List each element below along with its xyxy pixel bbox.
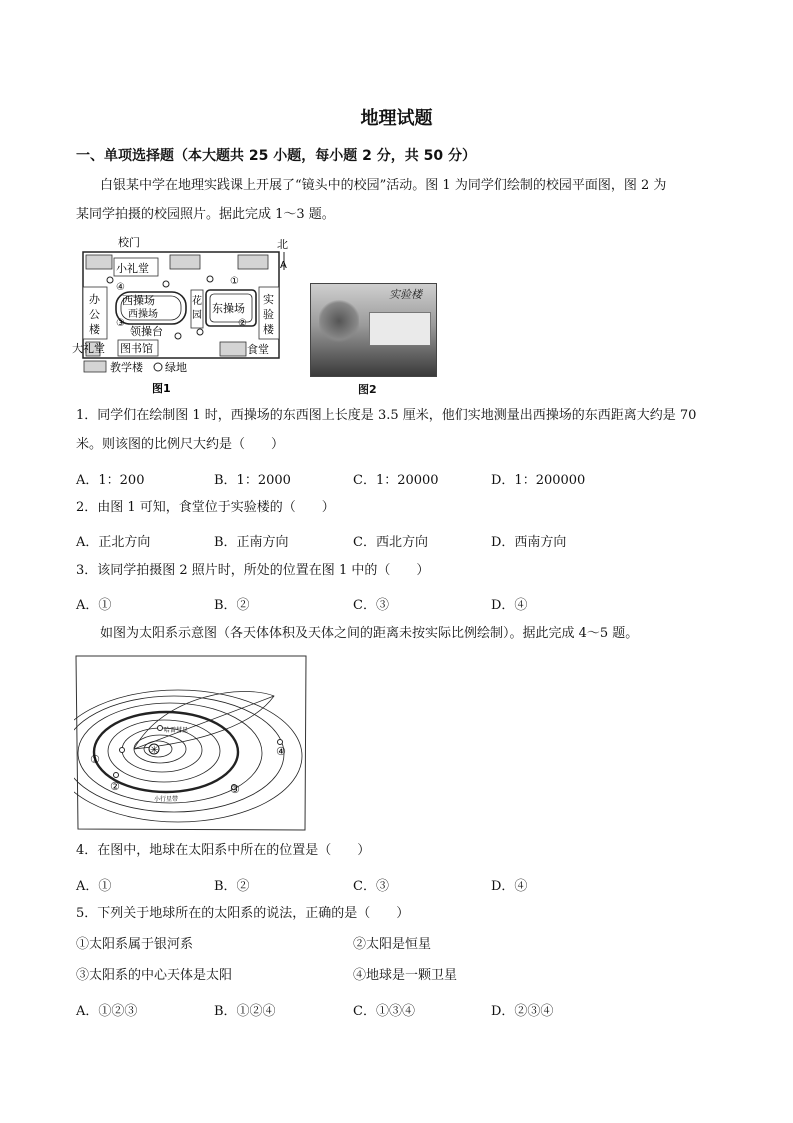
marker-4: ④ — [116, 282, 125, 293]
label-west-field-inner: 西操场 — [128, 309, 158, 320]
label-canteen: 食堂 — [247, 343, 269, 356]
label-stage: 领操台 — [130, 325, 163, 338]
q5-option-a: A．①②③ — [76, 1004, 138, 1019]
marker-2: ② — [238, 318, 247, 329]
label-office-3: 楼 — [89, 323, 100, 336]
figure1-caption: 图1 — [152, 382, 171, 395]
q4-option-b: B．② — [214, 879, 250, 894]
solar-marker-2: ② — [110, 780, 120, 793]
label-bed: 园 — [192, 310, 202, 321]
label-office-1: 办 — [89, 293, 100, 306]
q2-option-c: C．西北方向 — [353, 535, 428, 550]
campus-map-figure — [70, 232, 295, 397]
q5-option-d: D．②③④ — [491, 1004, 554, 1019]
q5-statement-4: ④地球是一颗卫星 — [353, 968, 458, 983]
q4-option-a: A．① — [76, 879, 112, 894]
q5-option-c: C．①③④ — [353, 1004, 415, 1019]
label-office-2: 公 — [89, 308, 100, 321]
q3-option-b: B．② — [214, 598, 250, 613]
q1-option-d: D．1：200000 — [491, 473, 586, 488]
question-1-line: 1．同学们在绘制图 1 时，西操场的东西图上长度是 3.5 厘米，他们实地测量出西操场的东西距离大约是 70 — [76, 408, 697, 423]
question-4: 4．在图中，地球在太阳系中所在的位置是（ ） — [76, 843, 371, 858]
label-gate: 校门 — [118, 236, 140, 249]
label-lab-1: 实 — [263, 293, 274, 306]
q3-option-d: D．④ — [491, 598, 528, 613]
q5-statement-2: ②太阳是恒星 — [353, 937, 432, 952]
question-2: 2．由图 1 可知，食堂位于实验楼的（ ） — [76, 500, 335, 515]
q3-option-a: A．① — [76, 598, 112, 613]
label-east-field: 东操场 — [212, 302, 245, 315]
label-flower: 花 — [192, 296, 202, 307]
q2-option-a: A．正北方向 — [76, 535, 151, 550]
q5-statement-3: ③太阳系的中心天体是太阳 — [76, 968, 233, 983]
label-library: 图书馆 — [120, 342, 153, 355]
label-small-hall: 小礼堂 — [116, 262, 149, 275]
q5-statement-1: ①太阳系属于银河系 — [76, 937, 194, 952]
section-heading: 一、单项选择题（本大题共 25 小题，每小题 2 分，共 50 分） — [76, 148, 476, 164]
photo-text: 实验楼 — [389, 288, 422, 301]
sun-symbol: ✳ — [150, 745, 159, 756]
q2-option-b: B．正南方向 — [214, 535, 289, 550]
q4-option-d: D．④ — [491, 879, 528, 894]
intro-paragraph-2: 如图为太阳系示意图（各天体体积及天体之间的距离未按实际比例绘制）。据此完成 4～5 题。 — [100, 626, 639, 641]
photo-tree — [319, 298, 359, 344]
intro-paragraph-line: 某同学拍摄的校园照片。据此完成 1～3 题。 — [76, 207, 335, 222]
q4-option-c: C．③ — [353, 879, 389, 894]
solar-marker-4: ④ — [276, 745, 286, 758]
label-north: 北 — [277, 238, 288, 251]
north-arrow-icon: A — [280, 260, 287, 271]
label-lab-2: 验 — [263, 308, 274, 321]
q3-option-c: C．③ — [353, 598, 389, 613]
marker-1: ① — [230, 276, 239, 287]
figure2-caption: 图2 — [358, 383, 377, 396]
question-3: 3．该同学拍摄图 2 照片时，所处的位置在图 1 中的（ ） — [76, 563, 430, 578]
intro-paragraph-line: 白银某中学在地理实践课上开展了“镜头中的校园”活动。图 1 为同学们绘制的校园平面图，图 2 为 — [100, 178, 667, 193]
legend-building: 教学楼 — [110, 361, 143, 374]
label-west-field: 西操场 — [122, 294, 155, 307]
photo-building — [369, 312, 431, 346]
comet-label: 哈雷彗星 — [164, 727, 189, 734]
solar-marker-1: ① — [90, 753, 100, 766]
asteroid-belt-label: 小行星带 — [154, 796, 179, 803]
question-5: 5．下列关于地球所在的太阳系的说法，正确的是（ ） — [76, 906, 410, 921]
q1-option-b: B．1：2000 — [214, 473, 291, 488]
q5-option-b: B．①②④ — [214, 1004, 276, 1019]
question-1-line: 米。则该图的比例尺大约是（ ） — [76, 437, 285, 452]
q2-option-d: D．西南方向 — [491, 535, 567, 550]
solar-system-figure — [74, 654, 309, 832]
solar-marker-3: ③ — [230, 783, 240, 796]
page-title: 地理试题 — [360, 108, 433, 129]
label-big-hall: 大礼堂 — [72, 342, 105, 355]
label-lab-3: 楼 — [263, 323, 274, 336]
q1-option-a: A．1：200 — [76, 473, 145, 488]
legend-green: 绿地 — [165, 361, 187, 374]
campus-photo — [310, 283, 437, 377]
q1-option-c: C．1：20000 — [353, 473, 439, 488]
marker-3: ③ — [116, 318, 125, 329]
